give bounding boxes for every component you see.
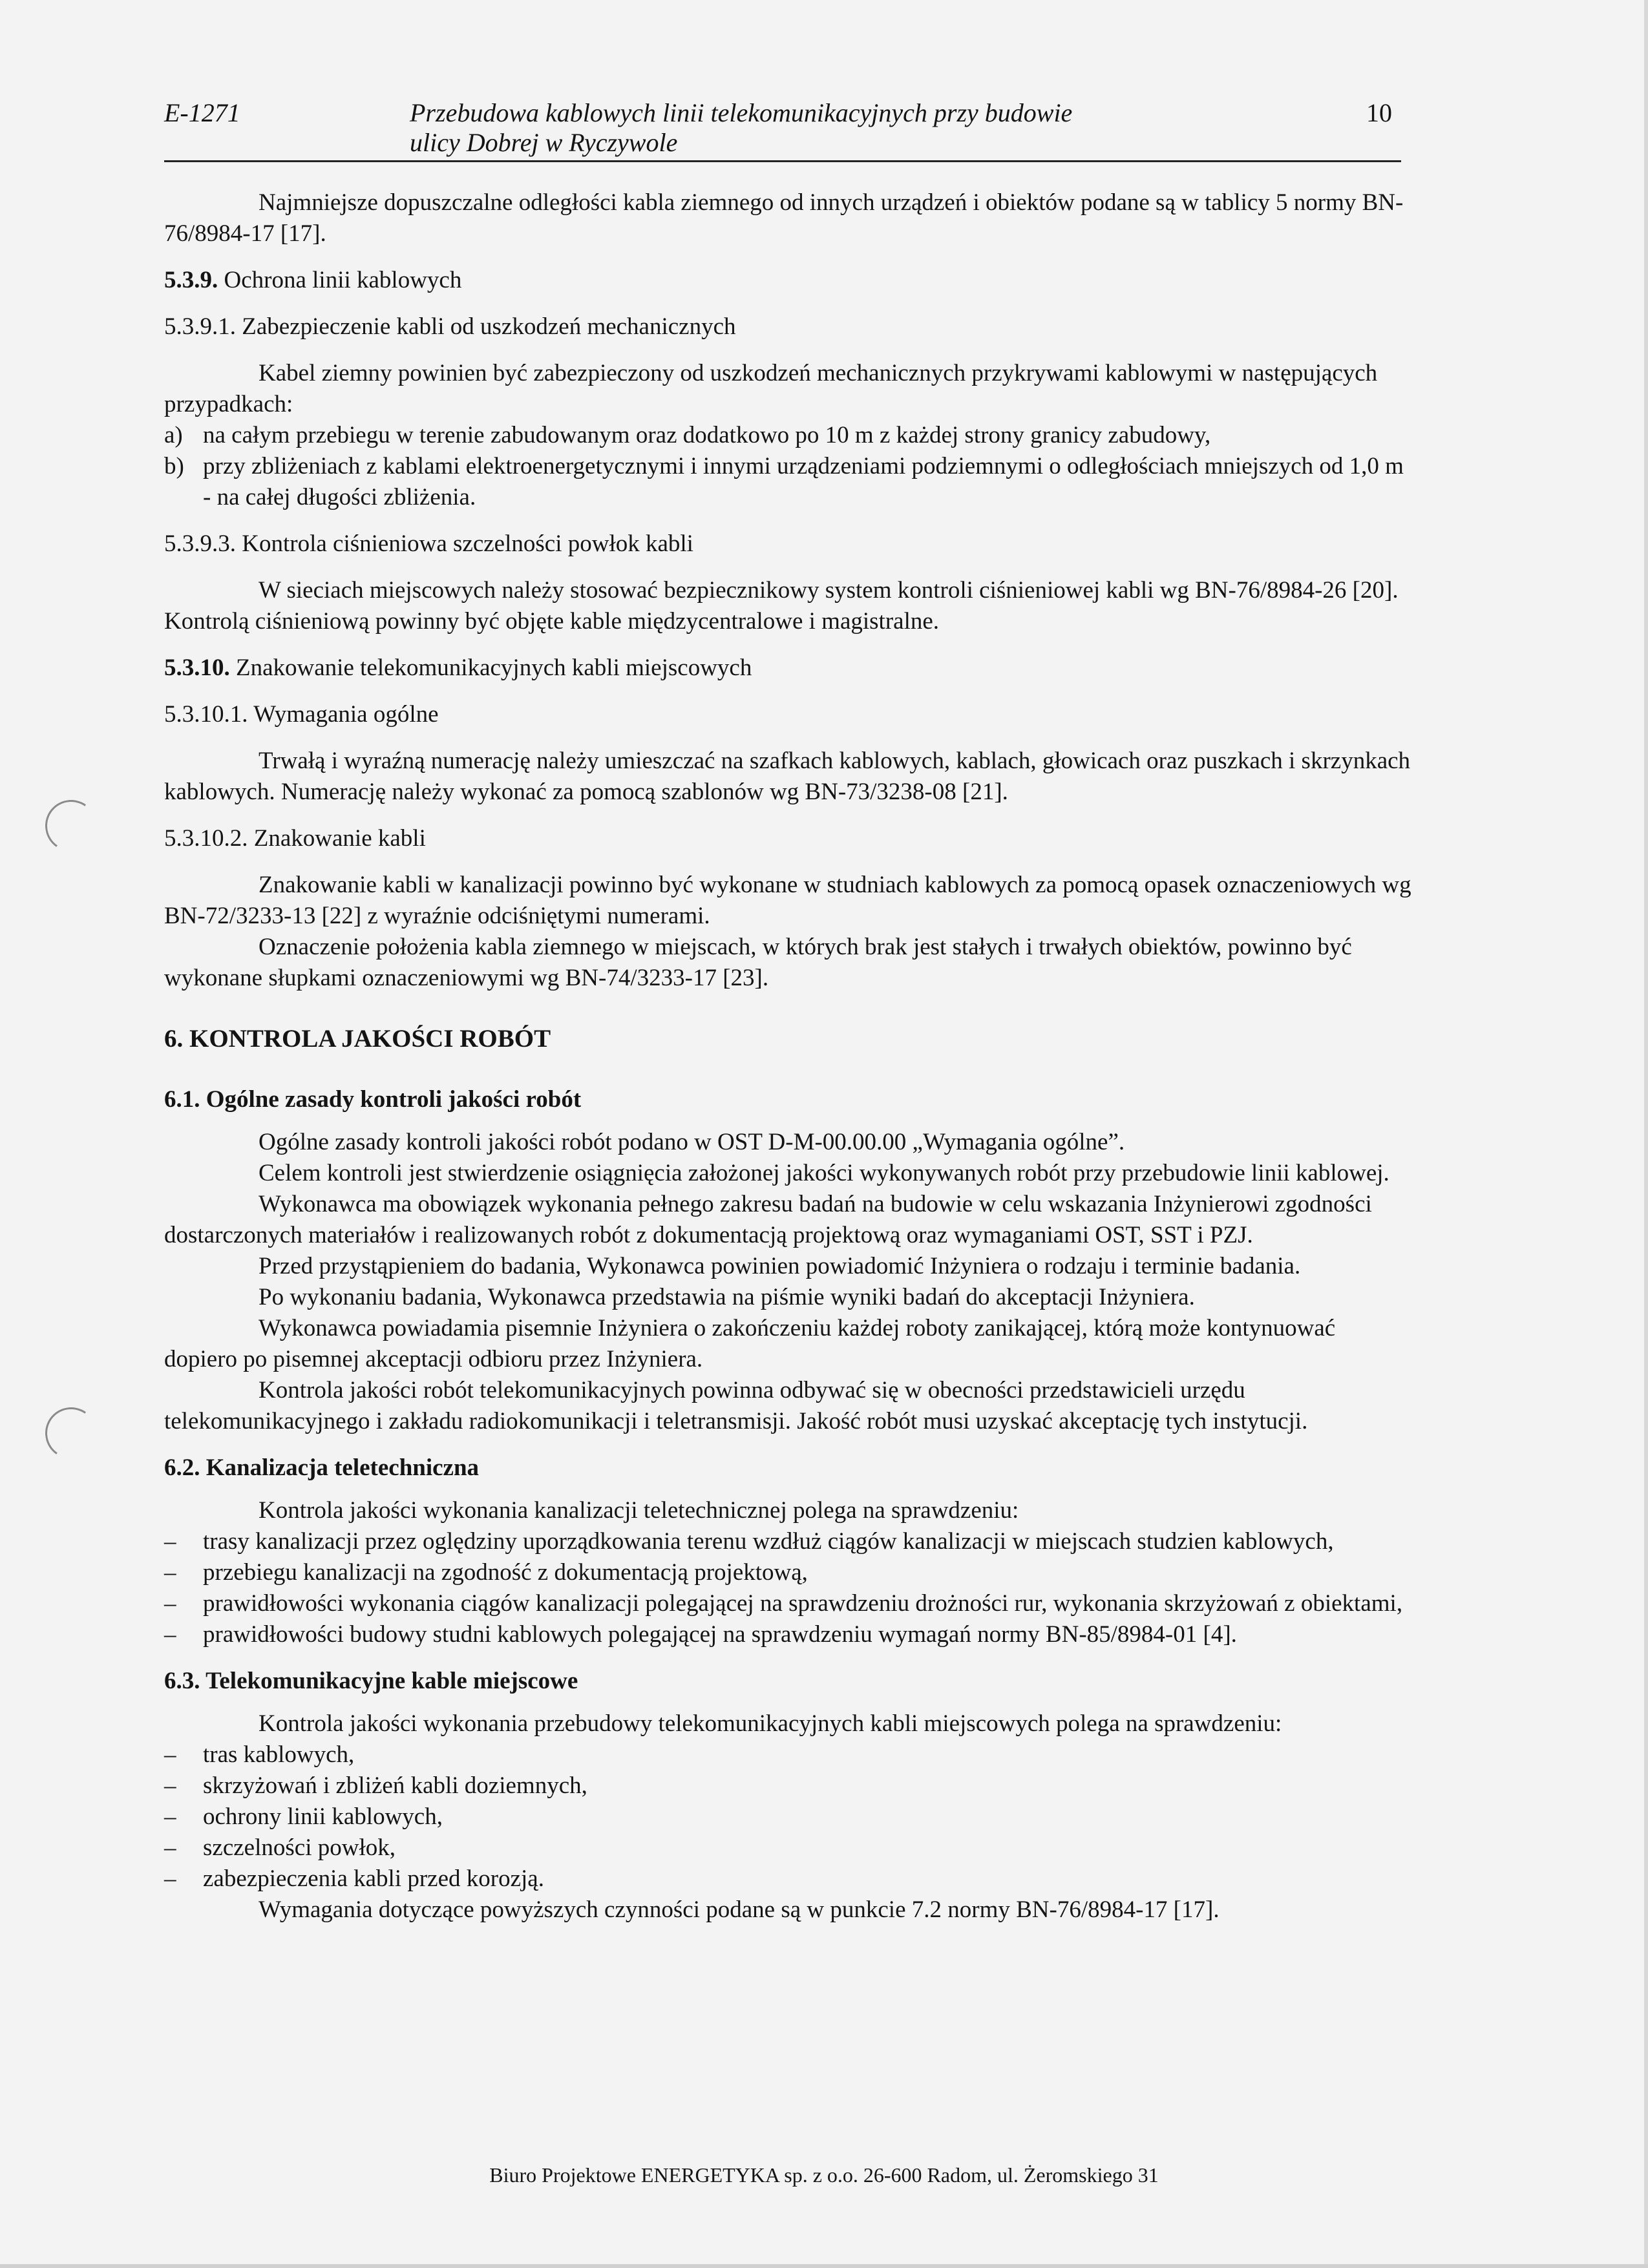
list-item (164, 1739, 1414, 1770)
list-marker: – (164, 1528, 176, 1555)
section-heading-6-1: 6.1. Ogólne zasady kontroli jakości robót (164, 1086, 582, 1113)
list-item-text: na całym przebiegu w terenie zabudowanym oraz dodatkowo po 10 m z każdej strony granicy zabudowy, (203, 422, 1211, 448)
paragraph: Wykonawca ma obowiązek wykonania pełnego zakresu badań na budowie w celu wskazania Inżynierowi zgodności dostarczonych materiałów i realizowanych robót z dokumentacją projektową oraz wymaganiami OST, SST i PZJ. (164, 1191, 1372, 1248)
section-number: 5.3.9. (164, 267, 218, 293)
paragraph: Kabel ziemny powinien być zabezpieczony od uszkodzeń mechanicznych przykrywami kablowymi w następujących przypadkach: (164, 360, 1378, 417)
section-heading-5-3-10 (164, 653, 1414, 684)
scan-edge (0, 2264, 1648, 2268)
subsection-heading-5-3-10-1: 5.3.10.1. Wymagania ogólne (164, 701, 439, 728)
list-item-text: ochrony linii kablowych, (203, 1803, 443, 1830)
punch-hole-mark (41, 1403, 101, 1464)
page-number: 10 (1366, 98, 1392, 127)
paragraph: Kontrola jakości robót telekomunikacyjnych powinna odbywać się w obecności przedstawicieli urzędu telekomunikacyjnego i zakładu radiokomunikacji i teletransmisji. Jakość robót musi uzyskać akceptację tych instytucji. (164, 1377, 1308, 1434)
paragraph: Przed przystąpieniem do badania, Wykonawca powinien powiadomić Inżyniera o rodzaju i terminie badania. (259, 1253, 1301, 1279)
list-marker: – (164, 1621, 176, 1648)
page-footer: Biuro Projektowe ENERGETYKA sp. z o.o. 26-600 Radom, ul. Żeromskiego 31 (489, 2163, 1159, 2187)
list-item (164, 420, 1414, 451)
section-title: Ochrona linii kablowych (218, 267, 462, 293)
list-item (164, 1557, 1414, 1588)
paragraph: Wymagania dotyczące powyższych czynności podane są w punkcie 7.2 normy BN-76/8984-17 [17]. (259, 1896, 1220, 1923)
list-item-text: zabezpieczenia kabli przed korozją. (203, 1865, 544, 1892)
list-item-text: tras kablowych, (203, 1741, 355, 1768)
list-item-text: trasy kanalizacji przez oględziny uporządkowania terenu wzdłuż ciągów kanalizacji w miejscach studzien kablowych, (203, 1528, 1334, 1555)
list-item-text: szczelności powłok, (203, 1834, 396, 1861)
list-item-text: prawidłowości budowy studni kablowych polegającej na sprawdzeniu wymagań normy BN-85/8984-01 [4]. (203, 1621, 1237, 1648)
section-heading-6-3: 6.3. Telekomunikacyjne kable miejscowe (164, 1668, 578, 1694)
paragraph: Ogólne zasady kontroli jakości robót podano w OST D-M-00.00.00 „Wymagania ogólne”. (259, 1129, 1125, 1155)
list-marker: – (164, 1834, 176, 1861)
list-marker: b) (164, 453, 184, 479)
document-title-line-2: ulicy Dobrej w Ryczywole (410, 128, 678, 157)
paragraph: Kontrola jakości wykonania kanalizacji teletechnicznej polega na sprawdzeniu: (259, 1497, 1019, 1524)
paragraph: Wykonawca powiadamia pisemnie Inżyniera o zakończeniu każdej roboty zanikającej, którą może kontynuować dopiero po pisemnej akceptacji odbioru przez Inżyniera. (164, 1315, 1336, 1372)
document-title-line-1: Przebudowa kablowych linii telekomunikacyjnych przy budowie (410, 98, 1073, 127)
page-header (164, 96, 1401, 162)
list-item (164, 1770, 1414, 1801)
document-title (410, 98, 1072, 158)
paragraph: Oznaczenie położenia kabla ziemnego w miejscach, w których brak jest stałych i trwałych obiektów, powinno być wykonane słupkami oznaczeniowymi wg BN-74/3233-17 [23]. (164, 934, 1352, 991)
document-code: E-1271 (164, 98, 240, 127)
section-heading-6-2: 6.2. Kanalizacja teletechniczna (164, 1454, 480, 1481)
list-marker: – (164, 1803, 176, 1830)
paragraph: W sieciach miejscowych należy stosować bezpiecznikowy system kontroli ciśnieniowej kabli wg BN-76/8984-26 [20]. Kontrolą ciśnieniową powinny być objęte kable międzycentralowe i magistralne. (164, 577, 1399, 635)
list-item (164, 451, 1414, 513)
list-item (164, 1588, 1414, 1619)
paragraph: Najmniejsze dopuszczalne odległości kabla ziemnego od innych urządzeń i obiektów podane są w tablicy 5 normy BN-76/8984-17 [17]. (164, 189, 1404, 247)
paragraph: Celem kontroli jest stwierdzenie osiągnięcia założonej jakości wykonywanych robót przy przebudowie linii kablowej. (259, 1160, 1389, 1186)
list-marker: – (164, 1590, 176, 1617)
paragraph: Znakowanie kabli w kanalizacji powinno być wykonane w studniach kablowych za pomocą opasek oznaczeniowych wg BN-72/3233-13 [22] z wyraźnie odciśniętymi numerami. (164, 872, 1411, 929)
list-item (164, 1526, 1414, 1557)
section-title: Znakowanie telekomunikacyjnych kabli miejscowych (229, 655, 752, 681)
scan-edge (1644, 0, 1648, 2268)
subsection-heading-5-3-9-3: 5.3.9.3. Kontrola ciśnieniowa szczelności powłok kabli (164, 530, 693, 557)
paragraph: Po wykonaniu badania, Wykonawca przedstawia na piśmie wyniki badań do akceptacji Inżyniera. (259, 1284, 1195, 1310)
list-item (164, 1619, 1414, 1650)
list-item-text: prawidłowości wykonania ciągów kanalizacji polegającej na sprawdzeniu drożności rur, wykonania skrzyżowań z obiektami, (203, 1590, 1403, 1617)
section-heading-5-3-9 (164, 265, 1414, 296)
chapter-heading-6: 6. KONTROLA JAKOŚCI ROBÓT (164, 1025, 551, 1053)
subsection-heading-5-3-9-1: 5.3.9.1. Zabezpieczenie kabli od uszkodzeń mechanicznych (164, 313, 736, 340)
document-body (164, 187, 1414, 1926)
punch-hole-mark (41, 796, 101, 856)
list-marker: a) (164, 422, 183, 448)
subsection-heading-5-3-10-2: 5.3.10.2. Znakowanie kabli (164, 825, 426, 852)
list-item (164, 1864, 1414, 1895)
section-number: 5.3.10. (164, 655, 230, 681)
list-item-text: skrzyżowań i zbliżeń kabli doziemnych, (203, 1772, 587, 1799)
paragraph: Trwałą i wyraźną numerację należy umieszczać na szafkach kablowych, kablach, głowicach oraz puszkach i skrzynkach kablowych. Numerację należy wykonać za pomocą szablonów wg BN-73/3238-08 [21]. (164, 748, 1411, 805)
list-marker: – (164, 1865, 176, 1892)
list-marker: – (164, 1772, 176, 1799)
list-item (164, 1832, 1414, 1864)
list-marker: – (164, 1559, 176, 1586)
list-marker: – (164, 1741, 176, 1768)
list-item-text: przy zbliżeniach z kablami elektroenergetycznymi i innymi urządzeniami podziemnymi o odległościach mniejszych od 1,0 m - na całej długości zbliżenia. (203, 453, 1404, 510)
list-item-text: przebiegu kanalizacji na zgodność z dokumentacją projektową, (203, 1559, 808, 1586)
list-item (164, 1801, 1414, 1832)
paragraph: Kontrola jakości wykonania przebudowy telekomunikacyjnych kabli miejscowych polega na sprawdzeniu: (259, 1710, 1282, 1737)
